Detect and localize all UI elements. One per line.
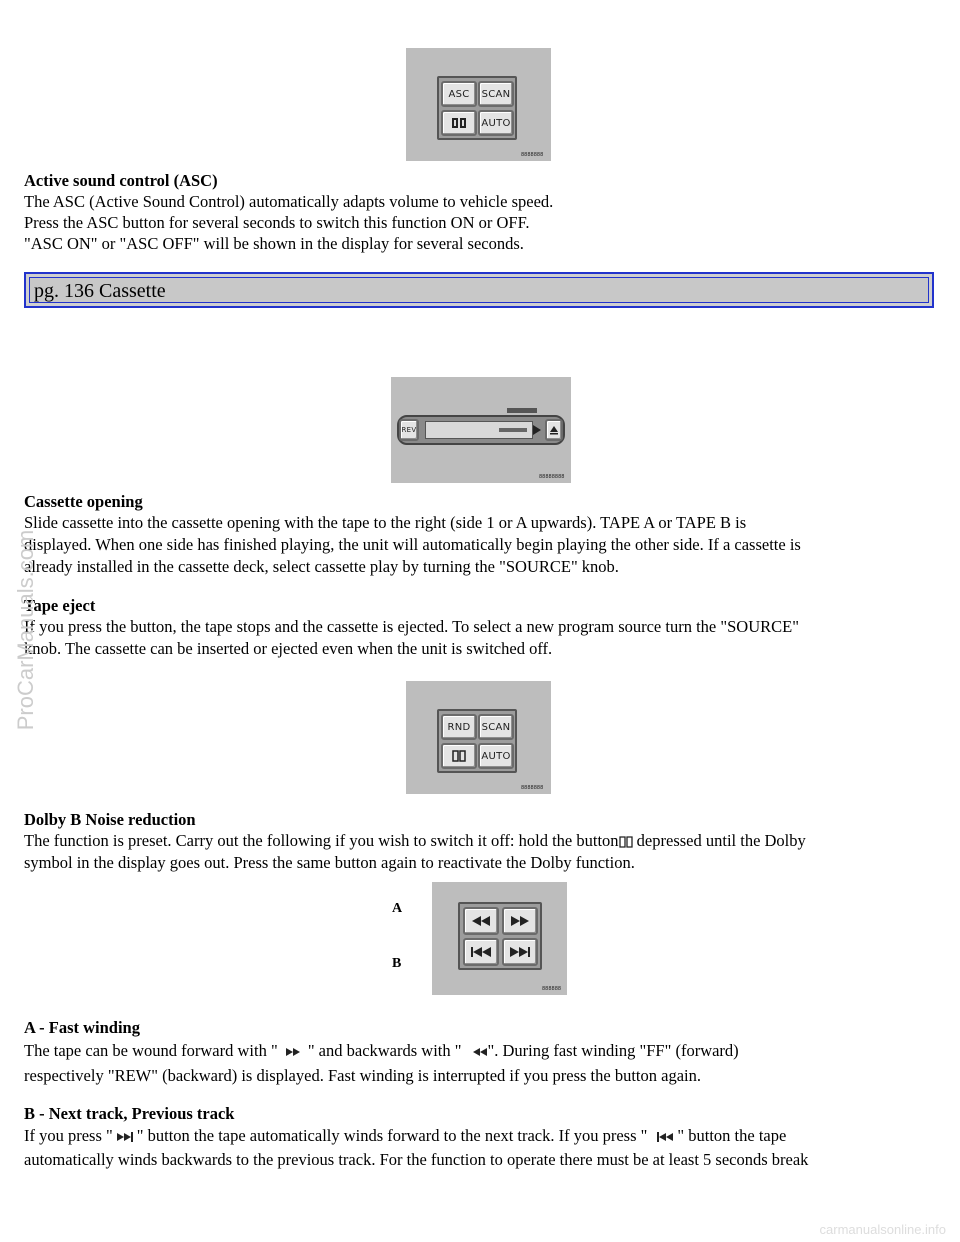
previous-track-icon	[471, 947, 491, 957]
label-a: A	[392, 901, 403, 916]
auto-button: AUTO	[478, 110, 514, 136]
dolby-button	[441, 743, 477, 769]
next-track-text-1	[24, 1125, 786, 1147]
asc-button: ASC	[441, 81, 477, 107]
asc-panel-figure	[406, 48, 551, 161]
figure-id: 888888	[542, 986, 562, 992]
asc-text-1: The ASC (Active Sound Control) automatically adapts volume to vehicle speed.	[24, 192, 554, 211]
figure-id: 88888888	[539, 474, 565, 480]
next-track-heading: B - Next track, Previous track	[24, 1104, 235, 1123]
dolby-heading: Dolby B Noise reduction	[24, 810, 196, 829]
tape-eject-text-2: knob. The cassette can be inserted or ejected even when the unit is switched off.	[24, 639, 553, 658]
dolby-symbol-icon	[619, 836, 633, 848]
eject-button	[545, 419, 563, 441]
dolby-text-1b: depressed until the Dolby	[636, 831, 806, 850]
fast-winding-text-1	[24, 1040, 739, 1062]
rev-button: REV	[399, 419, 419, 441]
fast-forward-icon	[511, 916, 529, 926]
cassette-opening-text-2: displayed. When one side has finished playing, the unit will automatically begin playing the other side. If a cassette is	[24, 535, 801, 554]
fast-winding-text-1c: ". During fast winding "FF" (forward)	[487, 1041, 739, 1060]
watermark: ProCarManuals.com	[13, 529, 38, 731]
dolby-text-1	[24, 830, 806, 852]
tape-eject-text-1: If you press the button, the tape stops and the cassette is ejected. To select a new program source turn the "SOURCE"	[24, 617, 799, 636]
next-track-text-2: automatically winds backwards to the previous track. For the function to operate there must be at least 5 seconds break	[24, 1150, 809, 1169]
eject-icon	[549, 425, 559, 435]
wind-panel-figure	[432, 882, 567, 995]
play-arrow-icon	[533, 425, 541, 435]
tape-eject-heading: Tape eject	[24, 596, 96, 615]
next-track-inline-icon	[113, 1130, 137, 1144]
fast-winding-text-2: respectively "REW" (backward) is displayed. Fast winding is interrupted if you press the button again.	[24, 1066, 701, 1085]
dolby-icon	[451, 750, 467, 762]
auto-button: AUTO	[478, 743, 514, 769]
fast-winding-text-1b: " and backwards with "	[307, 1041, 462, 1060]
next-track-icon	[510, 947, 530, 957]
scan-button: SCAN	[478, 81, 514, 107]
next-track-button	[502, 938, 538, 966]
next-track-text-1c: " button the tape	[677, 1126, 787, 1145]
figure-id: 8888888	[521, 152, 544, 158]
cassette-opening-heading: Cassette opening	[24, 492, 143, 511]
dolby-text-1a: The function is preset. Carry out the following if you wish to switch it off: hold the button	[24, 831, 619, 850]
footer-watermark: carmanualsonline.info	[819, 1222, 946, 1237]
previous-track-button	[463, 938, 499, 966]
asc-text-2: Press the ASC button for several seconds to switch this function ON or OFF.	[24, 213, 530, 232]
rewind-button	[463, 907, 499, 935]
fast-forward-button	[502, 907, 538, 935]
fast-forward-inline-icon	[278, 1046, 304, 1058]
dolby-text-2: symbol in the display goes out. Press the same button again to reactivate the Dolby function.	[24, 853, 635, 872]
dolby-panel-figure	[406, 681, 551, 794]
next-track-text-1b: " button the tape automatically winds forward to the next track. If you press "	[136, 1126, 648, 1145]
fast-winding-text-1a: The tape can be wound forward with "	[24, 1041, 278, 1060]
scan-button: SCAN	[478, 714, 514, 740]
previous-track-inline-icon	[647, 1130, 677, 1144]
next-track-text-1a: If you press "	[24, 1126, 113, 1145]
cassette-opening-text-3: already installed in the cassette deck, select cassette play by turning the "SOURCE" knob.	[24, 557, 619, 576]
rewind-icon	[472, 916, 490, 926]
cassette-slot-figure	[391, 377, 571, 483]
section-header	[24, 272, 934, 308]
fast-winding-heading: A - Fast winding	[24, 1018, 140, 1037]
figure-id: 8888888	[521, 785, 544, 791]
dolby-icon	[451, 117, 467, 129]
cassette-opening-text-1: Slide cassette into the cassette opening with the tape to the right (side 1 or A upwards). TAPE A or TAPE B is	[24, 513, 747, 532]
section-title: pg. 136 Cassette	[29, 277, 929, 303]
asc-text-3: "ASC ON" or "ASC OFF" will be shown in the display for several seconds.	[24, 234, 524, 253]
label-b: B	[392, 956, 402, 971]
rewind-inline-icon	[462, 1046, 488, 1058]
dolby-button	[441, 110, 477, 136]
asc-heading: Active sound control (ASC)	[24, 171, 218, 190]
rnd-button: RND	[441, 714, 477, 740]
